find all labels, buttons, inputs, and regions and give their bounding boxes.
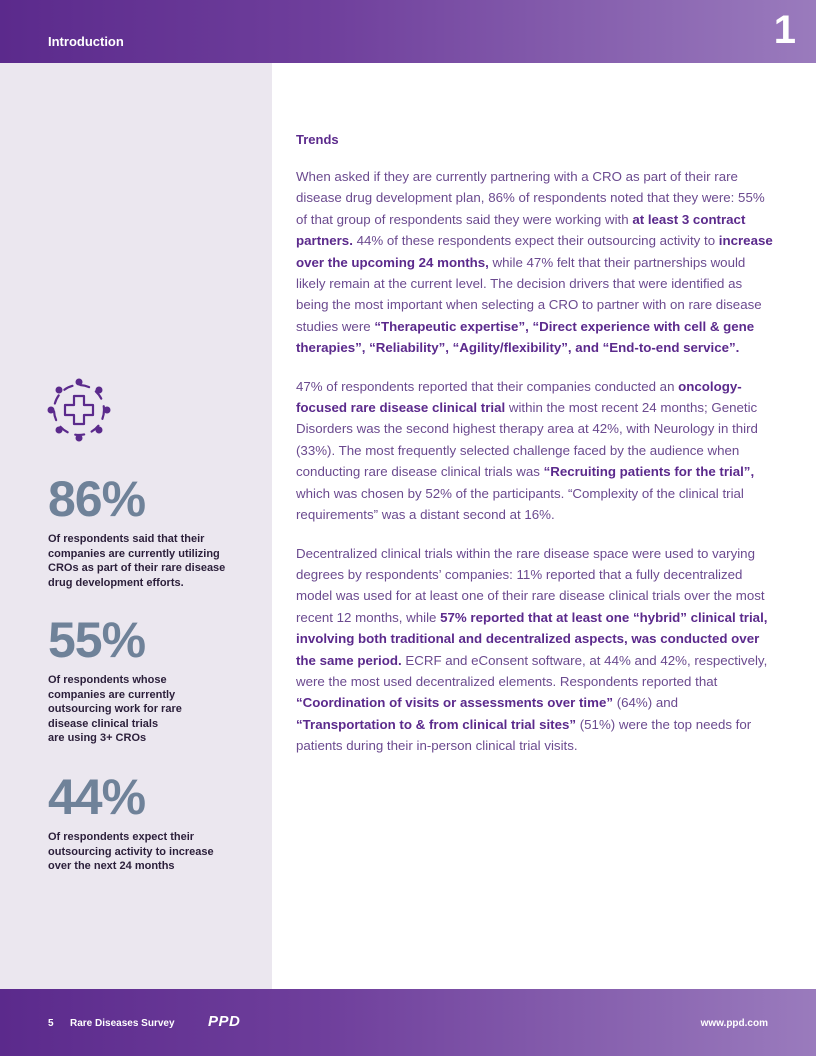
body-text: When asked if they are currently partnering with a CRO as part of their rare disease drug development plan, 86% of respondents noted that they were: 55% of that group of respondents said they were working with	[296, 169, 765, 227]
body-text: (51%) were the top needs for patients during their in-person clinical trial visits.	[296, 716, 752, 754]
emphasis-text: 57% reported that at least one “hybrid” clinical trial, involving both traditional and decentralized aspects, was conducted over the same period.	[296, 609, 768, 668]
medical-cross-network-icon	[46, 377, 112, 443]
stat-description: Of respondents said that their companies are currently utilizing CROs as part of their rare disease drug development efforts.	[48, 533, 226, 589]
report-title: Rare Diseases Survey	[70, 1018, 175, 1029]
body-text: ECRF and eConsent software, at 44% and 42%, respectively, were the most used decentralized elements. Respondents reported that	[296, 652, 768, 689]
paragraph-trends-1	[296, 166, 776, 359]
chapter-number: 1	[773, 8, 796, 52]
body-text: (64%) and	[613, 695, 679, 711]
stat-value: 55%	[48, 612, 146, 668]
emphasis-text: “Recruiting patients for the trial”,	[543, 464, 755, 480]
body-text: while 47% felt that their partnerships would likely remain at the current level. The decision drivers that were identified as being the most important when selecting a CRO to partner with on rare disease studies were	[296, 254, 762, 334]
emphasis-text: oncology-focused rare disease clinical trial	[296, 378, 742, 416]
stat-block	[48, 471, 226, 590]
section-heading: Trends	[296, 132, 339, 147]
body-text: within the most recent 24 months; Genetic Disorders was the second highest therapy area at 42%, with Neurology in third (33%). The most frequently selected challenge faced by the audience when conducting rare disease clinical trials was	[296, 400, 758, 480]
ppd-logo: PPD	[208, 1013, 241, 1030]
body-text: Decentralized clinical trials within the rare disease space were used to varying degrees by respondents’ companies: 11% reported that a fully decentralized model was used for at least one of their rare disease clinical trials over the most recent 12 months, while	[296, 545, 765, 625]
paragraph-trends-3	[296, 543, 776, 757]
page-header	[0, 0, 816, 63]
body-text: 47% of respondents reported that their companies conducted an	[296, 378, 679, 394]
emphasis-text: increase over the upcoming 24 months,	[296, 233, 773, 270]
emphasis-text: “Therapeutic expertise”, “Direct experience with cell & gene therapies”, “Reliability”, “Agility/flexibility”, and “End-to-end service”.	[296, 318, 755, 356]
stat-description: Of respondents whose companies are currently outsourcing work for rare disease clinical trials are using 3+ CROs	[48, 674, 182, 744]
stat-block	[48, 612, 182, 746]
section-title: Introduction	[48, 34, 124, 49]
page-footer	[0, 989, 816, 1056]
stat-block	[48, 769, 214, 874]
stat-value: 86%	[48, 471, 146, 527]
emphasis-text: “Transportation to & from clinical trial sites”	[296, 716, 577, 732]
page-number: 5	[48, 1018, 54, 1029]
emphasis-text: “Coordination of visits or assessments over time”	[296, 695, 613, 711]
body-text: which was chosen by 52% of the participants. “Complexity of the clinical trial requirements” was a distant second at 16%.	[296, 485, 744, 523]
website-url: www.ppd.com	[700, 1018, 768, 1029]
paragraph-trends-2	[296, 376, 776, 526]
emphasis-text: at least 3 contract partners.	[296, 211, 746, 249]
stat-description: Of respondents expect their outsourcing activity to increase over the next 24 months	[48, 831, 214, 872]
body-text: 44% of these respondents expect their outsourcing activity to	[352, 233, 719, 249]
stat-value: 44%	[48, 769, 146, 825]
main-content	[296, 132, 776, 774]
